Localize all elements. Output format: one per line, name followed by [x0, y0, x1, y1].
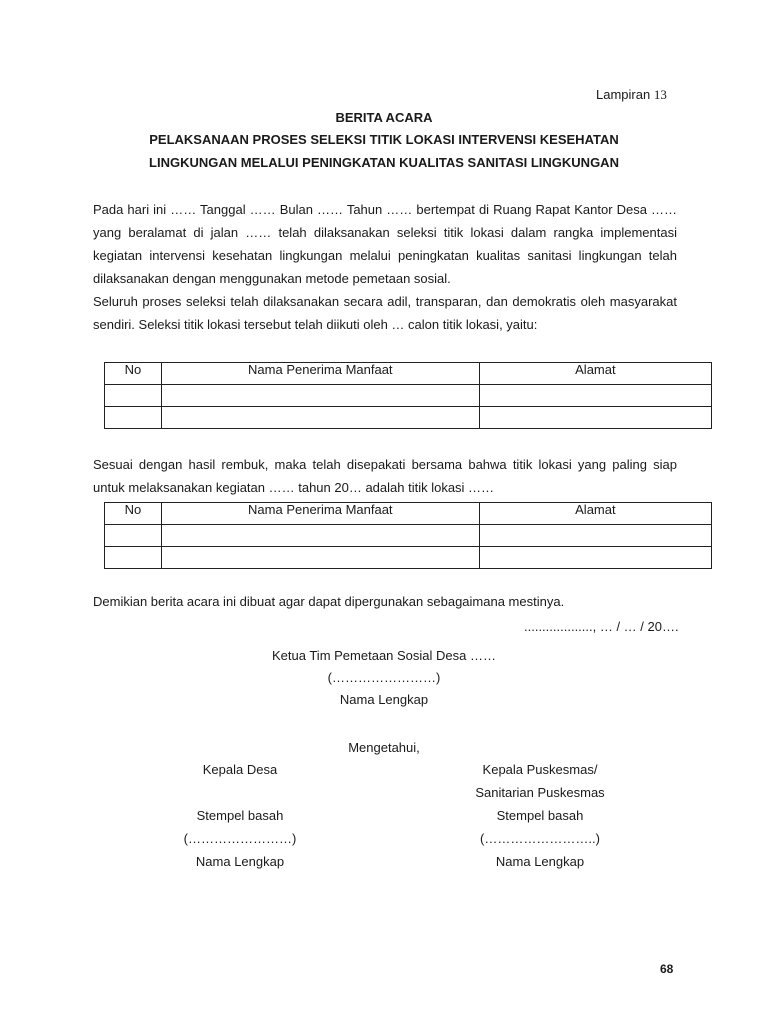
- table-cell: [479, 525, 711, 547]
- table-cell: [479, 385, 711, 407]
- puskesmas-title-line2: Sanitarian Puskesmas: [475, 785, 605, 800]
- table-row: [105, 547, 712, 569]
- date-line: ..................., … / … / 20….: [524, 619, 679, 634]
- ketua-name: Nama Lengkap: [339, 692, 429, 707]
- table-row: [105, 407, 712, 429]
- table-cell: [479, 547, 711, 569]
- document-subtitle-line2: LINGKUNGAN MELALUI PENINGKATAN KUALITAS SANITASI LINGKUNGAN: [149, 155, 619, 170]
- table-cell: [161, 385, 479, 407]
- selected-locations-table: [104, 502, 712, 569]
- document-title: BERITA ACARA: [335, 110, 433, 125]
- lampiran-number: 13: [653, 87, 667, 102]
- table-row: [105, 525, 712, 547]
- paragraph-agreement: Sesuai dengan hasil rembuk, maka telah disepakati bersama bahwa titik lokasi yang paling siap untuk melaksanakan kegiatan …… tahun 20… adalah titik lokasi ……: [93, 457, 677, 495]
- table-cell: [105, 547, 162, 569]
- table-cell: [105, 525, 162, 547]
- paragraph-intro: Pada hari ini …… Tanggal …… Bulan …… Tahun …… bertempat di Ruang Rapat Kantor Desa …… yang beralamat di jalan …… telah dilaksanakan seleksi titik lokasi dalam rangka implementasi kegiatan intervensi kesehatan lingkungan melalui peningkatan kualitas sanitasi lingkungan telah dilaksanakan dengan menggunakan metode pemetaan sosial.: [93, 202, 677, 286]
- table-cell: [161, 547, 479, 569]
- kepala-desa-title: Kepala Desa: [202, 762, 278, 777]
- table-cell: [161, 407, 479, 429]
- table-cell: [161, 525, 479, 547]
- closing-statement: Demikian berita acara ini dibuat agar dapat dipergunakan sebagaimana mestinya.: [93, 594, 565, 609]
- table-cell: [479, 407, 711, 429]
- lampiran-label: [596, 87, 667, 103]
- candidate-locations-table: [104, 362, 712, 429]
- kepala-desa-stamp: Stempel basah: [196, 808, 284, 823]
- lampiran-text: Lampiran: [596, 87, 651, 102]
- mengetahui-label: Mengetahui,: [348, 740, 420, 755]
- intro-paragraphs: [93, 198, 677, 336]
- table-cell: [105, 385, 162, 407]
- header-nama: Nama Penerima Manfaat: [161, 363, 479, 385]
- puskesmas-name: Nama Lengkap: [495, 854, 585, 869]
- header-alamat: Alamat: [479, 503, 711, 525]
- header-nama: Nama Penerima Manfaat: [161, 503, 479, 525]
- paragraph-selection: Seluruh proses seleksi telah dilaksanakan secara adil, transparan, dan demokratis oleh masyarakat sendiri. Seleksi titik lokasi tersebut telah diikuti oleh … calon titik lokasi, yaitu:: [93, 294, 677, 332]
- puskesmas-stamp: Stempel basah: [496, 808, 584, 823]
- table-row: [105, 385, 712, 407]
- table-header-row: [105, 363, 712, 385]
- page-number: 68: [660, 962, 674, 976]
- ketua-signature-blank: (……………………): [327, 670, 441, 685]
- ketua-title: Ketua Tim Pemetaan Sosial Desa ……: [272, 648, 496, 663]
- kepala-desa-name: Nama Lengkap: [195, 854, 285, 869]
- header-no: No: [105, 363, 162, 385]
- puskesmas-title-line1: Kepala Puskesmas/: [482, 762, 598, 777]
- puskesmas-signature-blank: (……………………..): [480, 831, 600, 846]
- kepala-desa-signature-blank: (……………………): [183, 831, 297, 846]
- table-header-row: [105, 503, 712, 525]
- header-no: No: [105, 503, 162, 525]
- table-cell: [105, 407, 162, 429]
- header-alamat: Alamat: [479, 363, 711, 385]
- agreement-paragraph: [93, 453, 677, 499]
- document-subtitle-line1: PELAKSANAAN PROSES SELEKSI TITIK LOKASI INTERVENSI KESEHATAN: [149, 132, 619, 147]
